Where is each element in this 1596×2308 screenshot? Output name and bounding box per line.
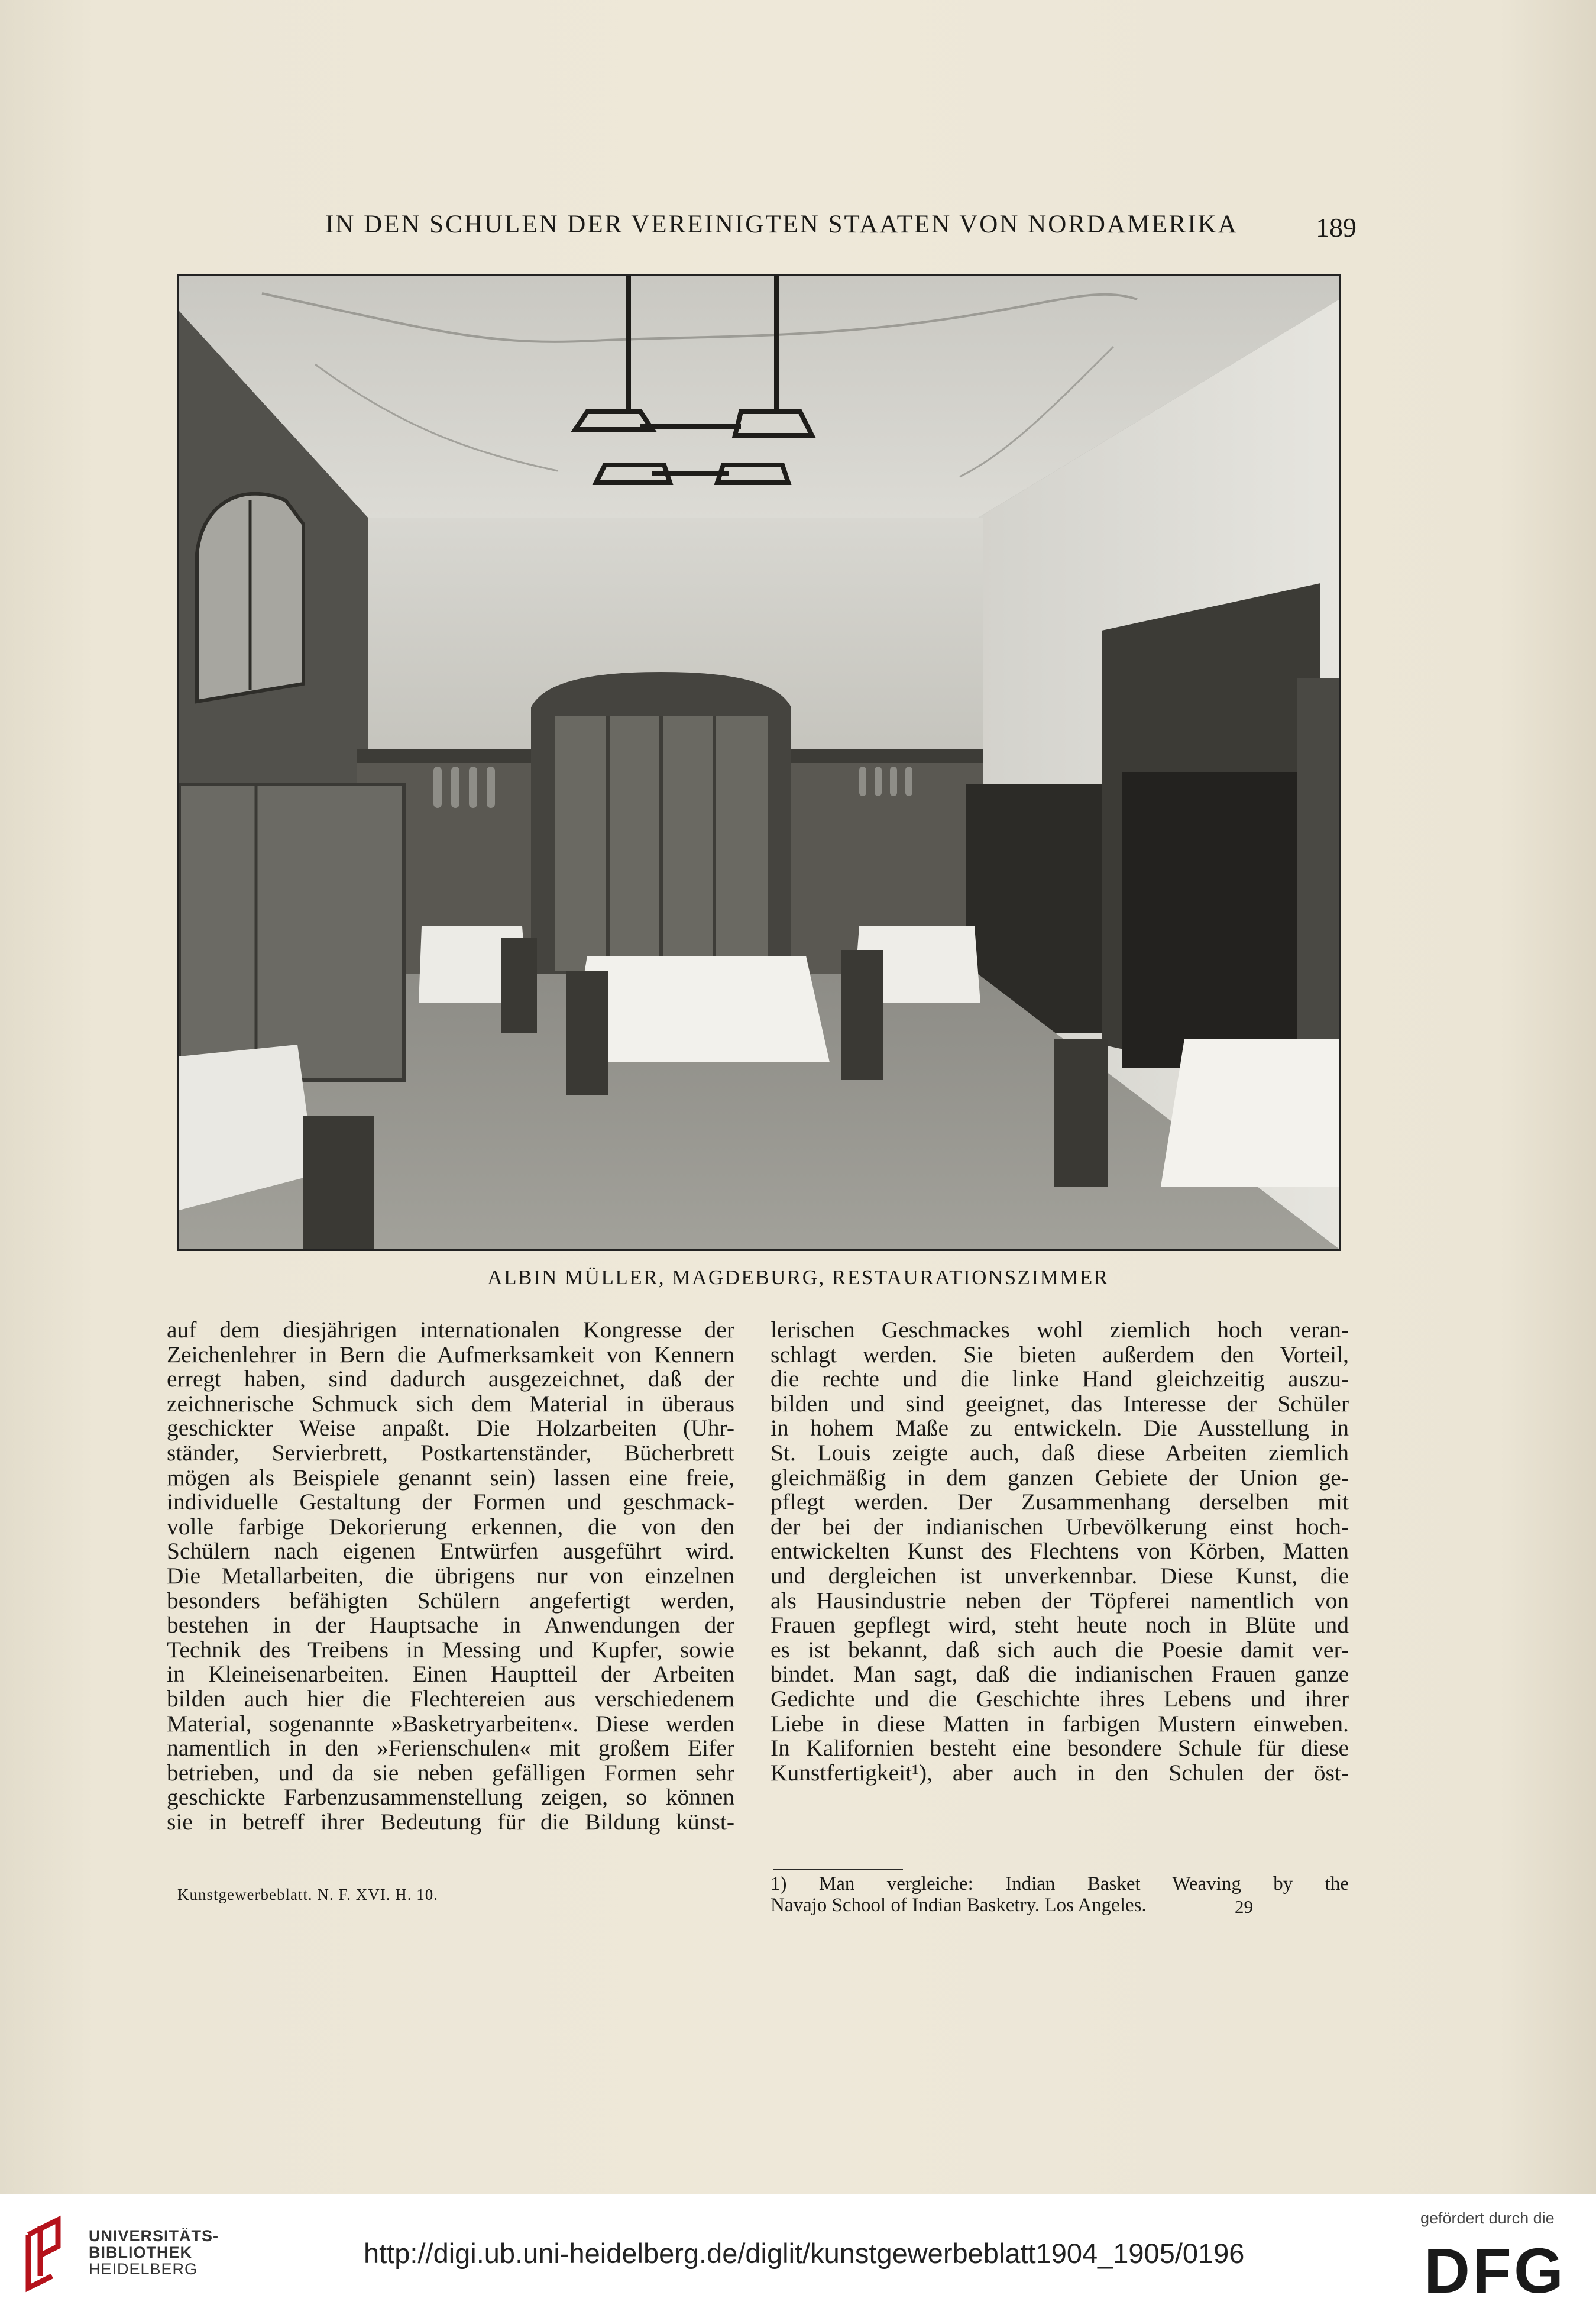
text-line: zeichnerische Schmuck sich dem Material in überaus: [167, 1390, 734, 1417]
university-library-name: [89, 2228, 219, 2277]
text-line: Liebe in diese Matten in farbigen Mustern einweben.: [771, 1710, 1349, 1737]
text-line: bindet. Man sagt, daß die indianischen Frauen ganze: [771, 1661, 1349, 1688]
text-line: auf dem diesjährigen internationalen Kongresse der: [167, 1317, 734, 1343]
text-line: volle farbige Dekorierung erkennen, die von den: [167, 1513, 734, 1540]
footnote-rule: [773, 1869, 903, 1870]
text-line: entwickelten Kunst des Flechtens von Körben, Matten: [771, 1538, 1349, 1564]
dfg-logo: DFG: [1424, 2235, 1566, 2306]
text-line: in hohem Maße zu entwickeln. Die Ausstellung in: [771, 1415, 1349, 1441]
text-line: namentlich in den »Ferienschulen« mit großem Eifer: [167, 1735, 734, 1761]
footnote-line: Navajo School of Indian Basketry. Los Angeles.: [771, 1895, 1147, 1916]
text-line: Material, sogenannte »Basketryarbeiten«. Diese werden: [167, 1710, 734, 1737]
permalink-url[interactable]: http://digi.ub.uni-heidelberg.de/diglit/kunstgewerbeblatt1904_1905/0196: [364, 2238, 1245, 2269]
text-line: betrieben, und da sie neben gefälligen Formen sehr: [167, 1759, 734, 1786]
library-name-line: HEIDELBERG: [89, 2260, 198, 2278]
footnote: [771, 1873, 1349, 1916]
text-line: der bei der indianischen Urbevölkerung einst hoch-: [771, 1513, 1349, 1540]
text-line: bilden und sind geeignet, das Interesse der Schüler: [771, 1390, 1349, 1417]
footnote-line: 1) Man vergleiche: Indian Basket Weaving by the: [771, 1873, 1349, 1895]
university-library-logo-icon: [17, 2211, 82, 2297]
text-line: St. Louis zeigte auch, daß diese Arbeiten ziemlich: [771, 1439, 1349, 1466]
text-line: besonders befähigten Schülern angefertigt werden,: [167, 1587, 734, 1614]
text-line: gleichmäßig in dem ganzen Gebiete der Union ge-: [771, 1464, 1349, 1491]
library-name-line: UNIVERSITÄTS-: [89, 2227, 219, 2245]
sponsor-note: gefördert durch die: [1420, 2209, 1555, 2227]
digital-library-footer: [0, 2194, 1596, 2308]
photo-illustration: [179, 276, 1339, 1249]
page-number: 189: [1316, 212, 1357, 243]
text-line: Kunstfertigkeit¹), aber auch in den Schulen der öst-: [771, 1759, 1349, 1786]
body-text-left-column: [167, 1318, 734, 1834]
figure-caption: ALBIN MÜLLER, MAGDEBURG, RESTAURATIONSZIMMER: [487, 1266, 1109, 1289]
text-line: individuelle Gestaltung der Formen und geschmack-: [167, 1489, 734, 1515]
text-line: lerischen Geschmackes wohl ziemlich hoch veran-: [771, 1317, 1349, 1343]
text-line: die rechte und die linke Hand gleichzeitig auszu-: [771, 1366, 1349, 1392]
restaurant-room-photograph: [177, 274, 1341, 1251]
library-name-line: BIBLIOTHEK: [89, 2244, 192, 2261]
text-line: In Kalifornien besteht eine besondere Schule für diese: [771, 1735, 1349, 1761]
text-line: geschickte Farbenzusammenstellung zeigen, so können: [167, 1784, 734, 1811]
text-line: bestehen in der Hauptsache in Anwendungen der: [167, 1612, 734, 1638]
text-line: Technik des Treibens in Messing und Kupfer, sowie: [167, 1636, 734, 1663]
text-line: mögen als Beispiele genannt sein) lassen eine freie,: [167, 1464, 734, 1491]
text-line: als Hausindustrie neben der Töpferei namentlich von: [771, 1587, 1349, 1614]
text-line: in Kleineisenarbeiten. Einen Hauptteil der Arbeiten: [167, 1661, 734, 1688]
text-line: erregt haben, sind dadurch ausgezeichnet, daß der: [167, 1366, 734, 1392]
text-line: Schülern nach eigenen Entwürfen ausgeführt wird.: [167, 1538, 734, 1564]
body-text-right-column: [771, 1318, 1349, 1785]
text-line: Die Metallarbeiten, die übrigens nur von einzelnen: [167, 1562, 734, 1589]
text-line: Zeichenlehrer in Bern die Aufmerksamkeit von Kennern: [167, 1341, 734, 1368]
text-line: ständer, Servierbrett, Postkartenständer, Bücherbrett: [167, 1439, 734, 1466]
text-line: bilden auch hier die Flechtereien aus verschiedenem: [167, 1685, 734, 1712]
text-line: geschickter Weise anpaßt. Die Holzarbeiten (Uhr-: [167, 1415, 734, 1441]
text-line: und dergleichen ist unverkennbar. Diese Kunst, die: [771, 1562, 1349, 1589]
text-line: Gedichte und die Geschichte ihres Lebens und ihrer: [771, 1685, 1349, 1712]
text-line: schlagt werden. Sie bieten außerdem den Vorteil,: [771, 1341, 1349, 1368]
text-line: es ist bekannt, daß sich auch die Poesie damit ver-: [771, 1636, 1349, 1663]
text-line: Frauen gepflegt wird, steht heute noch in Blüte und: [771, 1612, 1349, 1638]
printer-signature: Kunstgewerbeblatt. N. F. XVI. H. 10.: [177, 1886, 439, 1903]
text-line: sie in betreff ihrer Bedeutung für die Bildung künst-: [167, 1808, 734, 1835]
text-line: pflegt werden. Der Zusammenhang derselben mit: [771, 1489, 1349, 1515]
sheet-number: 29: [1235, 1896, 1253, 1917]
running-title: IN DEN SCHULEN DER VEREINIGTEN STAATEN VON NORDAMERIKA: [325, 211, 1238, 238]
